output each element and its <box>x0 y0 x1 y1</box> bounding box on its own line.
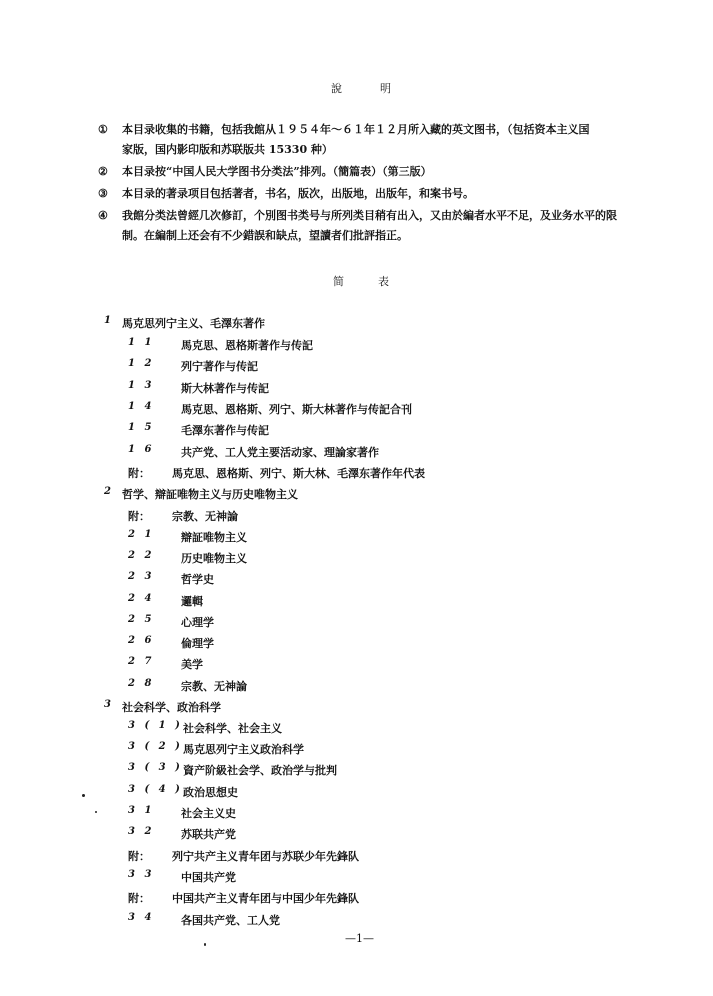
catalog-code: 1 3 <box>128 380 155 391</box>
catalog-label: 毛澤东著作与传記 <box>181 424 269 437</box>
catalog-code: 2 3 <box>128 571 155 582</box>
catalog-code: 附： <box>128 892 150 905</box>
scan-speck <box>204 943 206 946</box>
note-text-line: 本目录按“中国人民大学图书分类法”排列。（簡篇表）（第三版） <box>122 165 432 178</box>
catalog-label: 列宁共产主义青年团与苏联少年先鋒队 <box>172 850 359 863</box>
catalog-label: 政治思想史 <box>183 786 238 799</box>
catalog-label: 辯証唯物主义 <box>181 531 247 544</box>
catalog-label: 社会科学、政治科学 <box>122 701 221 714</box>
catalog-label: 共产党、工人党主要活动家、理論家著作 <box>181 446 379 459</box>
catalog-label: 社会主义史 <box>181 807 236 820</box>
catalog-code: 附： <box>128 467 150 480</box>
catalog-code: 1 1 <box>128 337 155 348</box>
note-text-line: 制。在編制上还会有不少錯誤和缺点，望讀者们批評指正。 <box>122 229 408 242</box>
catalog-code: 1 <box>104 315 114 326</box>
catalog-code: 3 ( 3 ) <box>128 762 183 773</box>
catalog-label: 历史唯物主义 <box>181 552 247 565</box>
catalog-code: 2 6 <box>128 635 155 646</box>
catalog-code: 2 8 <box>128 678 155 689</box>
catalog-code: 3 1 <box>128 805 155 816</box>
note-marker: ④ <box>98 209 108 222</box>
catalog-code: 附： <box>128 510 150 523</box>
catalog-code: 1 4 <box>128 401 155 412</box>
scan-speck <box>95 811 97 813</box>
section-title-right: 表 <box>378 275 391 288</box>
catalog-label: 苏联共产党 <box>181 828 236 841</box>
catalog-label: 哲学、辯証唯物主义与历史唯物主义 <box>122 488 298 501</box>
catalog-label: 馬克思、恩格斯著作与传記 <box>181 339 313 352</box>
catalog-code: 1 6 <box>128 444 155 455</box>
catalog-label: 列宁著作与传記 <box>181 360 258 373</box>
catalog-label: 社会科学、社会主义 <box>183 722 282 735</box>
catalog-code: 1 2 <box>128 358 155 369</box>
catalog-label: 哲学史 <box>181 573 214 586</box>
catalog-code: 3 ( 4 ) <box>128 784 183 795</box>
page-title-right: 明 <box>380 82 393 95</box>
note-marker: ① <box>98 123 108 136</box>
catalog-code: 2 <box>104 486 114 497</box>
catalog-code: 3 2 <box>128 826 155 837</box>
catalog-code: 3 ( 2 ) <box>128 741 183 752</box>
catalog-code: 3 ( 1 ) <box>128 720 183 731</box>
catalog-label: 馬克思、恩格斯、列宁、斯大林著作与传記合刊 <box>181 403 412 416</box>
catalog-label: 斯大林著作与传記 <box>181 382 269 395</box>
catalog-code: 2 4 <box>128 593 155 604</box>
catalog-code: 1 5 <box>128 422 155 433</box>
note-text-line: 我館分类法曾經几次修訂，个別图书类号与所列类目稍有出入，又由於編者水平不足，及业务水平的限 <box>122 209 617 222</box>
note-text-line: 本目录收集的书籍，包括我館从１９５４年～６１年１２月所入藏的英文图书，（包括资本主义国 <box>122 123 590 136</box>
catalog-code: 3 <box>104 699 114 710</box>
catalog-code: 2 1 <box>128 529 155 540</box>
catalog-label: 馬克思列宁主义、毛澤东著作 <box>122 317 265 330</box>
note-text-line: 本目录的著录项目包括著者，书名，版次，出版地，出版年，和案书号。 <box>122 187 474 200</box>
page-title-left: 說 <box>331 82 344 95</box>
page-number: —1— <box>345 932 374 945</box>
catalog-label: 資产阶級社会学、政治学与批判 <box>183 764 337 777</box>
catalog-label: 中国共产主义青年团与中国少年先鋒队 <box>172 892 359 905</box>
catalog-label: 馬克思、恩格斯、列宁、斯大林、毛澤东著作年代表 <box>172 467 425 480</box>
catalog-code: 附： <box>128 850 150 863</box>
catalog-label: 倫理学 <box>181 637 214 650</box>
section-title-left: 简 <box>333 275 346 288</box>
catalog-label: 宗教、无神論 <box>181 680 247 693</box>
catalog-code: 2 7 <box>128 656 155 667</box>
catalog-label: 中国共产党 <box>181 871 236 884</box>
catalog-label: 邏輯 <box>181 595 203 608</box>
catalog-label: 心理学 <box>181 616 214 629</box>
catalog-code: 3 4 <box>128 912 155 923</box>
catalog-code: 3 3 <box>128 869 155 880</box>
note-marker: ② <box>98 165 108 178</box>
catalog-code: 2 2 <box>128 550 155 561</box>
catalog-label: 馬克思列宁主义政治科学 <box>183 743 304 756</box>
note-text-line: 家版，国内影印版和苏联版共 15330 种） <box>122 143 333 156</box>
catalog-label: 美学 <box>181 658 203 671</box>
catalog-code: 2 5 <box>128 614 155 625</box>
catalog-label: 各国共产党、工人党 <box>181 914 280 927</box>
note-marker: ③ <box>98 187 108 200</box>
scan-speck <box>82 794 85 797</box>
catalog-label: 宗教、无神論 <box>172 510 238 523</box>
